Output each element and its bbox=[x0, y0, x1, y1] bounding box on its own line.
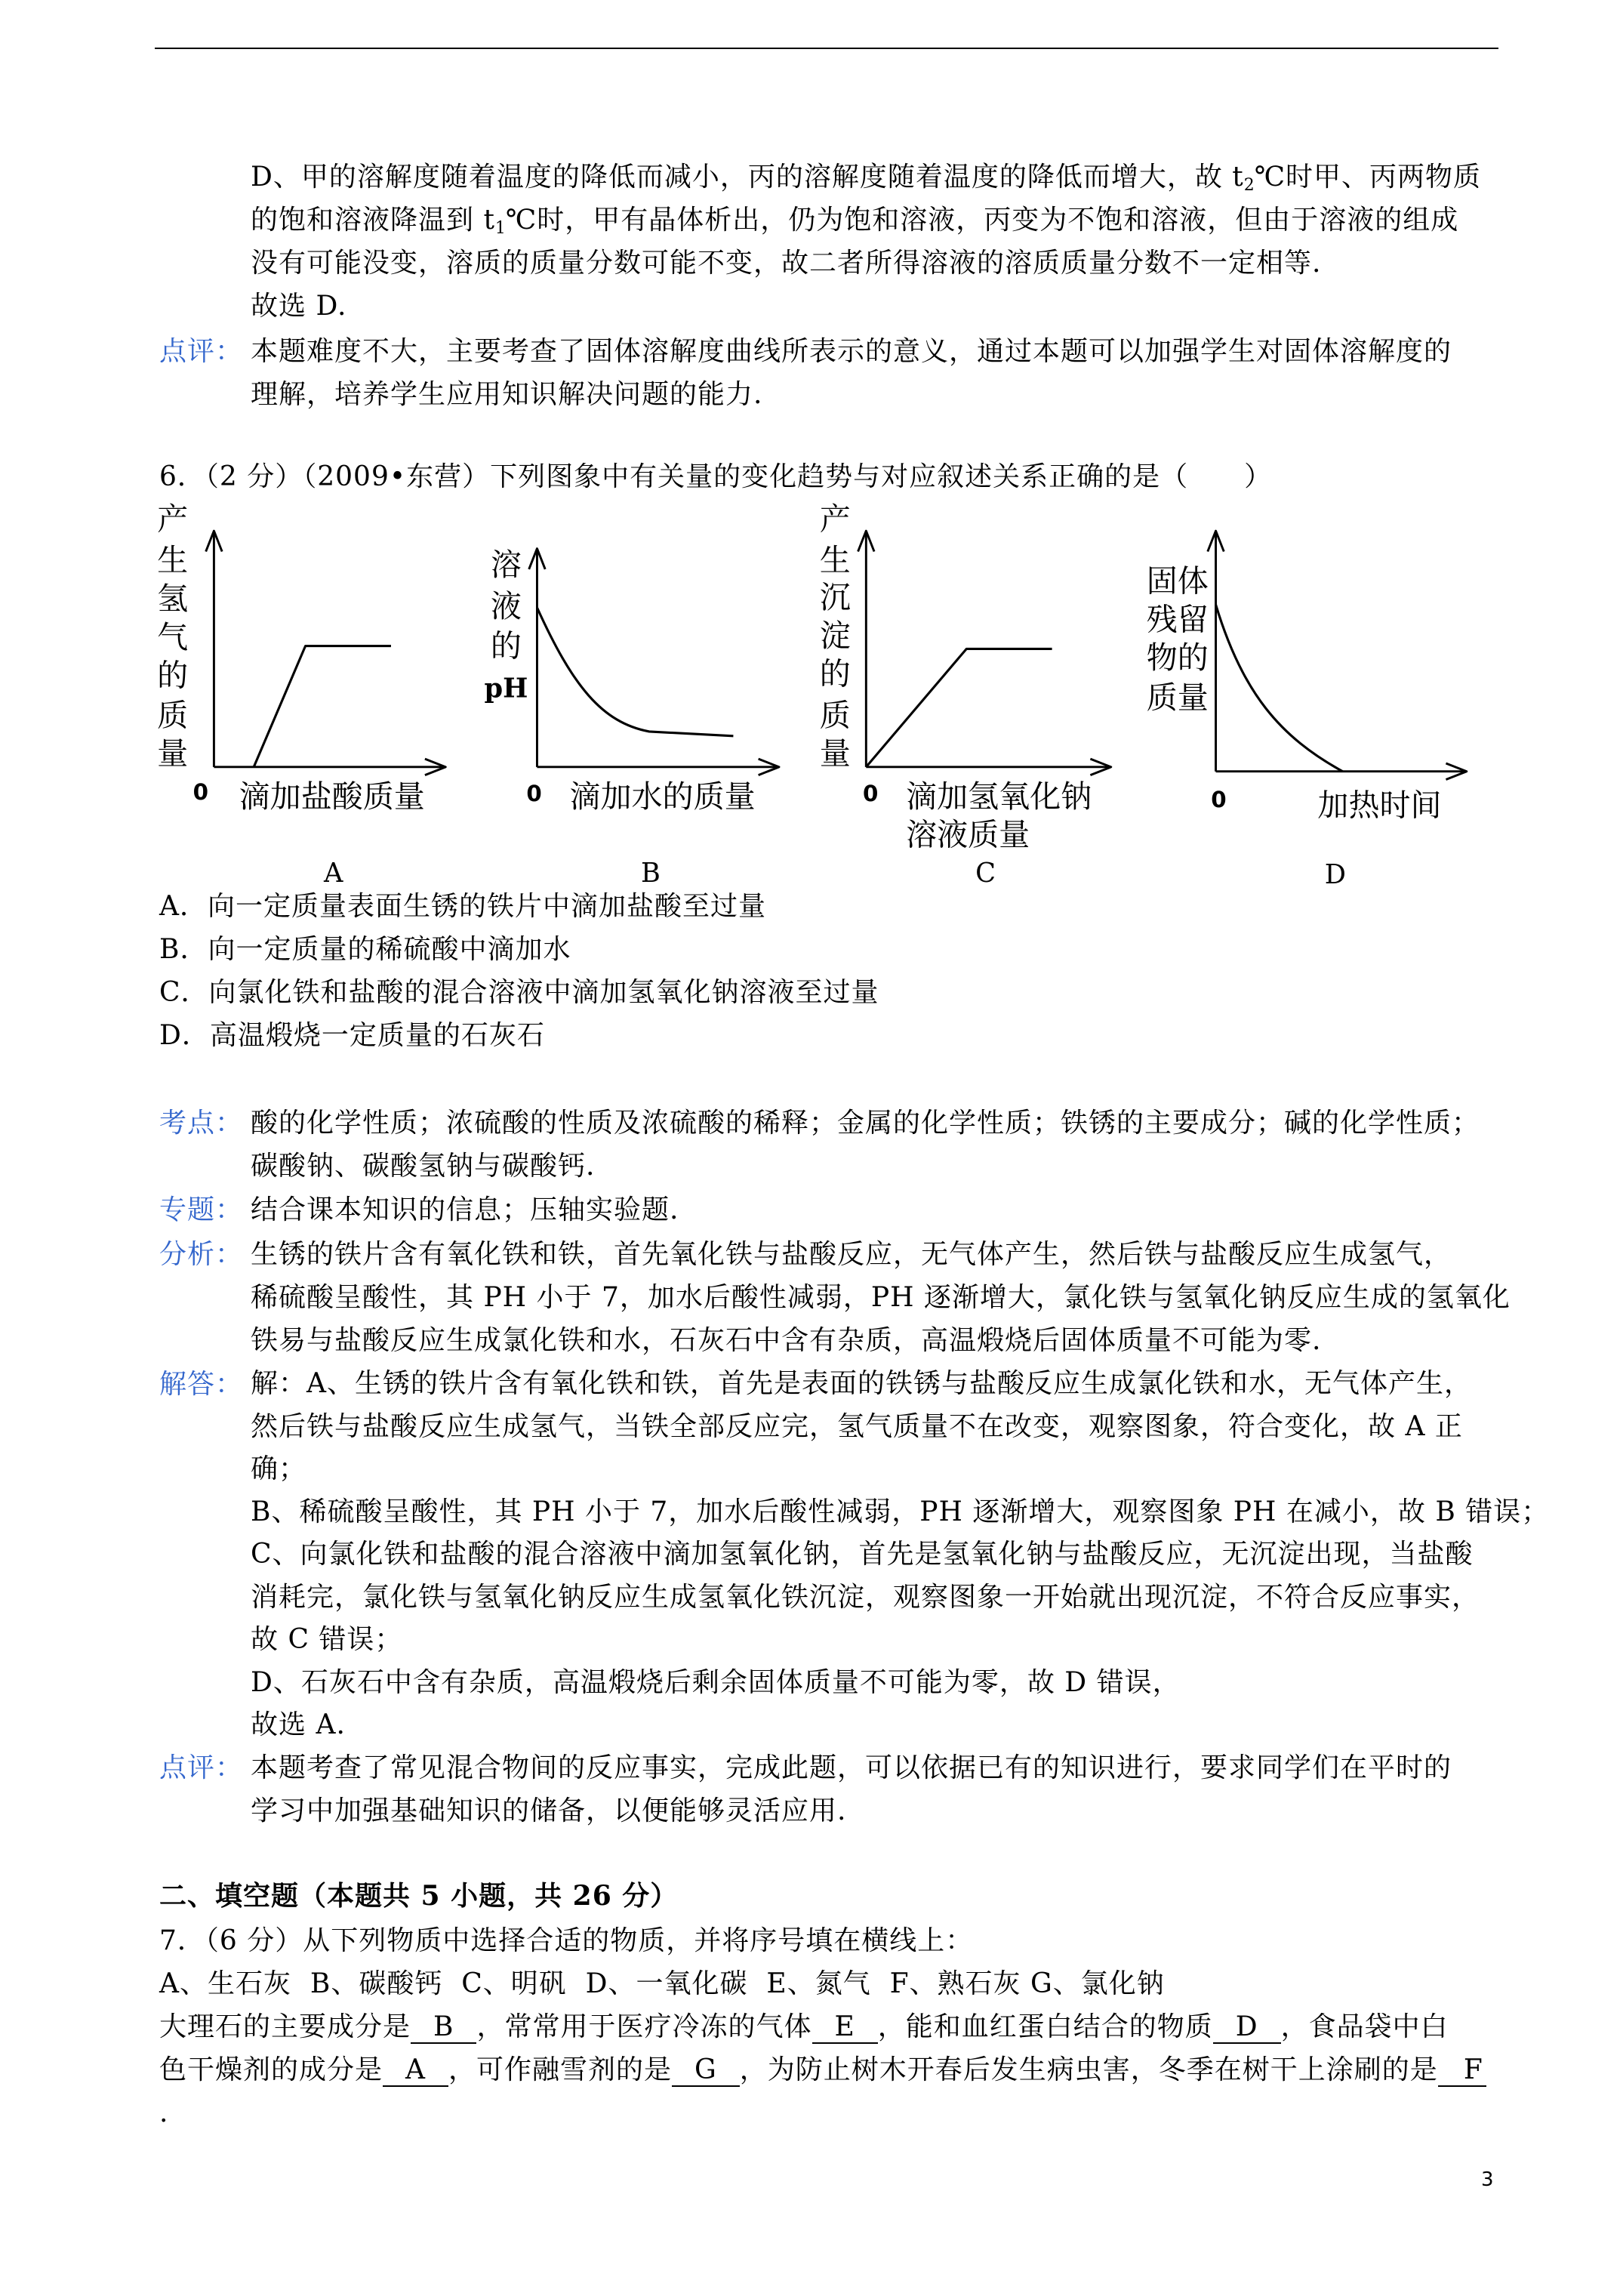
fenxi-line: 铁易与盐酸反应生成氯化铁和水，石灰石中含有杂质，高温煅烧后固体质量不可能为零. bbox=[251, 1325, 1322, 1356]
figure-letter: A bbox=[324, 858, 343, 889]
q6-zhuanti bbox=[159, 1188, 1499, 1231]
x-axis-label: 加热时间 bbox=[1317, 787, 1442, 824]
q6-jieda bbox=[159, 1363, 1550, 1747]
dianping-line: 学习中加强基础知识的储备，以便能够灵活应用. bbox=[251, 1795, 847, 1826]
jieda-line: B、稀硫酸呈酸性，其 PH 小于 7，加水后酸性减弱，PH 逐渐增大，观察图象 PH 在减小，故 B 错误； bbox=[251, 1496, 1550, 1527]
origin-label: 0 bbox=[1211, 786, 1227, 812]
answer-blank: B bbox=[411, 2012, 476, 2044]
answer-blank: F bbox=[1438, 2055, 1486, 2087]
y-axis-label-char: 的 bbox=[819, 655, 851, 692]
y-axis-label-char: 气 bbox=[157, 618, 189, 655]
curve bbox=[1216, 605, 1343, 772]
option-c: C．向氯化铁和盐酸的混合溶液中滴加氢氧化钠溶液至过量 bbox=[159, 977, 879, 1008]
question-stem: 7．（6 分）从下列物质中选择合适的物质，并将序号填在横线上： bbox=[159, 1925, 974, 1956]
review-line: 本题难度不大，主要考查了固体溶解度曲线所表示的意义，通过本题可以加强学生对固体溶解度的 bbox=[251, 336, 1452, 367]
solution-line: 故选 D. bbox=[251, 291, 347, 322]
text-segment: ，为防止树木开春后发生病虫害，冬季在树干上涂刷的是 bbox=[739, 2054, 1438, 2085]
fill-line bbox=[159, 2048, 1499, 2091]
fenxi-label: 分析： bbox=[159, 1239, 244, 1270]
y-axis-label-char: 量 bbox=[819, 735, 851, 772]
kaodian-label: 考点： bbox=[159, 1108, 244, 1139]
review-line: 理解，培养学生应用知识解决问题的能力. bbox=[251, 379, 763, 410]
section-title: 二、填空题（本题共 5 小题，共 26 分） bbox=[159, 1880, 679, 1912]
option-d: D．高温煅烧一定质量的石灰石 bbox=[159, 1020, 545, 1051]
text-segment: ，可作融雪剂的是 bbox=[448, 2054, 673, 2085]
answer-blank: G bbox=[672, 2055, 740, 2087]
option-b: B．向一定质量的稀硫酸中滴加水 bbox=[159, 934, 571, 965]
choices-line: A、生石灰 B、碳酸钙 C、明矾 D、一氧化碳 E、氮气 F、熟石灰 G、氯化钠 bbox=[159, 1968, 1165, 1999]
jieda-line: C、向氯化铁和盐酸的混合溶液中滴加氢氧化钠，首先是氢氧化钠与盐酸反应，无沉淀出现，当盐酸 bbox=[251, 1539, 1474, 1570]
origin-label: 0 bbox=[192, 779, 209, 806]
figure-a bbox=[157, 501, 445, 889]
figure-c bbox=[820, 501, 1111, 889]
y-axis-label-char: 的 bbox=[490, 627, 522, 664]
zhuanti-line: 结合课本知识的信息；压轴实验题. bbox=[251, 1194, 679, 1225]
q6-stem bbox=[159, 455, 1499, 498]
figure-b bbox=[484, 547, 779, 889]
answer-blank: E bbox=[812, 2012, 878, 2044]
x-axis-label: 滴加盐酸质量 bbox=[239, 778, 425, 815]
zhuanti-label: 专题： bbox=[159, 1194, 244, 1225]
origin-label: 0 bbox=[862, 781, 879, 807]
section2 bbox=[159, 1875, 1499, 1918]
y-axis-label-char: 沉 bbox=[819, 579, 851, 616]
text-segment: ℃时甲、丙两物质 bbox=[1254, 162, 1482, 193]
figure-d bbox=[1147, 531, 1467, 890]
question-stem: 6．（2 分）（2009•东营）下列图象中有关量的变化趋势与对应叙述关系正确的是（ ） bbox=[159, 461, 1273, 492]
fill-line bbox=[159, 2005, 1499, 2048]
y-axis-label-line: 残留 bbox=[1146, 601, 1209, 638]
text-segment: ，常常用于医疗冷冻的气体 bbox=[476, 2011, 812, 2042]
y-axis-label-char: 液 bbox=[490, 587, 522, 624]
curve bbox=[866, 649, 1052, 766]
curve bbox=[254, 646, 391, 767]
solution-line: 没有可能没变，溶质的质量分数可能不变，故二者所得溶液的溶质质量分数不一定相等. bbox=[251, 248, 1322, 279]
q6-options bbox=[159, 885, 1499, 1057]
text-segment: 大理石的主要成分是 bbox=[159, 2011, 411, 2042]
text-segment: 色干燥剂的成分是 bbox=[159, 2054, 383, 2085]
dianping-label: 点评： bbox=[159, 1752, 244, 1783]
y-axis-label-line: 物的 bbox=[1146, 639, 1209, 676]
answer-blank: A bbox=[383, 2055, 448, 2087]
q6-figures bbox=[0, 501, 1623, 892]
subscript: 1 bbox=[494, 219, 506, 238]
q6-kaodian bbox=[159, 1102, 1499, 1188]
jieda-line: 故 C 错误； bbox=[251, 1624, 403, 1655]
text-segment: ，能和血红蛋白结合的物质 bbox=[877, 2011, 1213, 2042]
text-segment: . bbox=[159, 2097, 169, 2128]
text-segment: ，食品袋中白 bbox=[1280, 2011, 1449, 2042]
x-axis-label: 滴加水的质量 bbox=[569, 778, 756, 815]
jieda-line: 然后铁与盐酸反应生成氢气，当铁全部反应完，氢气质量不在改变，观察图象，符合变化，故 A 正 bbox=[251, 1410, 1463, 1442]
answer-blank: D bbox=[1213, 2012, 1281, 2044]
curve bbox=[537, 608, 733, 736]
y-axis-label-char: 产 bbox=[819, 501, 851, 538]
jieda-line: D、石灰石中含有杂质，高温煅烧后剩余固体质量不可能为零，故 D 错误， bbox=[251, 1666, 1181, 1698]
jieda-label: 解答： bbox=[159, 1369, 244, 1400]
origin-label: 0 bbox=[526, 781, 542, 807]
dianping-line: 本题考查了常见混合物间的反应事实，完成此题，可以依据已有的知识进行，要求同学们在平时的 bbox=[251, 1752, 1452, 1783]
figure-letter: B bbox=[641, 858, 661, 889]
kaodian-line: 碳酸钠、碳酸氢钠与碳酸钙. bbox=[251, 1151, 596, 1182]
y-axis-label-line: 质量 bbox=[1146, 679, 1209, 716]
text-segment: 的饱和溶液降温到 t bbox=[251, 205, 495, 236]
q7 bbox=[159, 1919, 1499, 2134]
y-axis-label-char: 生 bbox=[157, 542, 189, 579]
kaodian-line: 酸的化学性质；浓硫酸的性质及浓硫酸的稀释；金属的化学性质；铁锈的主要成分；碱的化学性质； bbox=[251, 1108, 1480, 1139]
y-axis-label-char: 溶 bbox=[490, 547, 522, 584]
y-axis-label-char: 淀 bbox=[819, 617, 851, 654]
y-axis-label-char: 氢 bbox=[157, 581, 189, 618]
text-segment: D、甲的溶解度随着温度的降低而减小，丙的溶解度随着温度的降低而增大，故 t bbox=[251, 162, 1244, 193]
jieda-line: 确； bbox=[251, 1453, 307, 1484]
review-label: 点评： bbox=[159, 336, 244, 367]
y-axis-label-char: 质 bbox=[157, 697, 189, 734]
solution-line bbox=[251, 156, 1499, 199]
fill-line bbox=[159, 2091, 1499, 2134]
q6-fenxi bbox=[159, 1233, 1511, 1362]
y-axis-label-char: 产 bbox=[157, 501, 189, 538]
y-axis-label-char: 质 bbox=[819, 697, 851, 734]
jieda-line: 消耗完，氯化铁与氢氧化钠反应生成氢氧化铁沉淀，观察图象一开始就出现沉淀，不符合反应事实， bbox=[251, 1581, 1480, 1613]
solution-line bbox=[251, 199, 1499, 242]
x-axis-label: 滴加氢氧化钠 bbox=[906, 778, 1092, 815]
y-axis-label-char: 生 bbox=[819, 542, 851, 579]
header-rule bbox=[155, 48, 1498, 49]
figure-letter: C bbox=[975, 858, 996, 889]
x-axis-label: 溶液质量 bbox=[906, 816, 1030, 853]
figure-letter: D bbox=[1324, 859, 1346, 891]
fenxi-line: 生锈的铁片含有氧化铁和铁，首先氧化铁与盐酸反应，无气体产生，然后铁与盐酸反应生成氢气， bbox=[251, 1239, 1452, 1270]
y-axis-label-line: 固体 bbox=[1146, 562, 1209, 599]
subscript: 2 bbox=[1243, 176, 1255, 195]
y-axis-label-char: pH bbox=[484, 673, 528, 704]
y-axis-label-char: 量 bbox=[157, 735, 189, 772]
text-segment: ℃时，甲有晶体析出，仍为饱和溶液，丙变为不饱和溶液，但由于溶液的组成 bbox=[505, 205, 1459, 236]
jieda-line: 解：A、生锈的铁片含有氧化铁和铁，首先是表面的铁锈与盐酸反应生成氯化铁和水，无气体产生， bbox=[251, 1368, 1472, 1399]
q6-dianping bbox=[159, 1746, 1499, 1832]
page-number: 3 bbox=[1481, 2168, 1494, 2191]
jieda-line: 故选 A. bbox=[251, 1709, 346, 1740]
y-axis-label-char: 的 bbox=[157, 657, 189, 694]
q5-solution bbox=[159, 156, 1499, 328]
option-a: A．向一定质量表面生锈的铁片中滴加盐酸至过量 bbox=[159, 891, 766, 922]
fenxi-line: 稀硫酸呈酸性，其 PH 小于 7，加水后酸性减弱，PH 逐渐增大，氯化铁与氢氧化钠反应生成的氢氧化 bbox=[251, 1282, 1511, 1313]
q5-review bbox=[159, 330, 1499, 416]
